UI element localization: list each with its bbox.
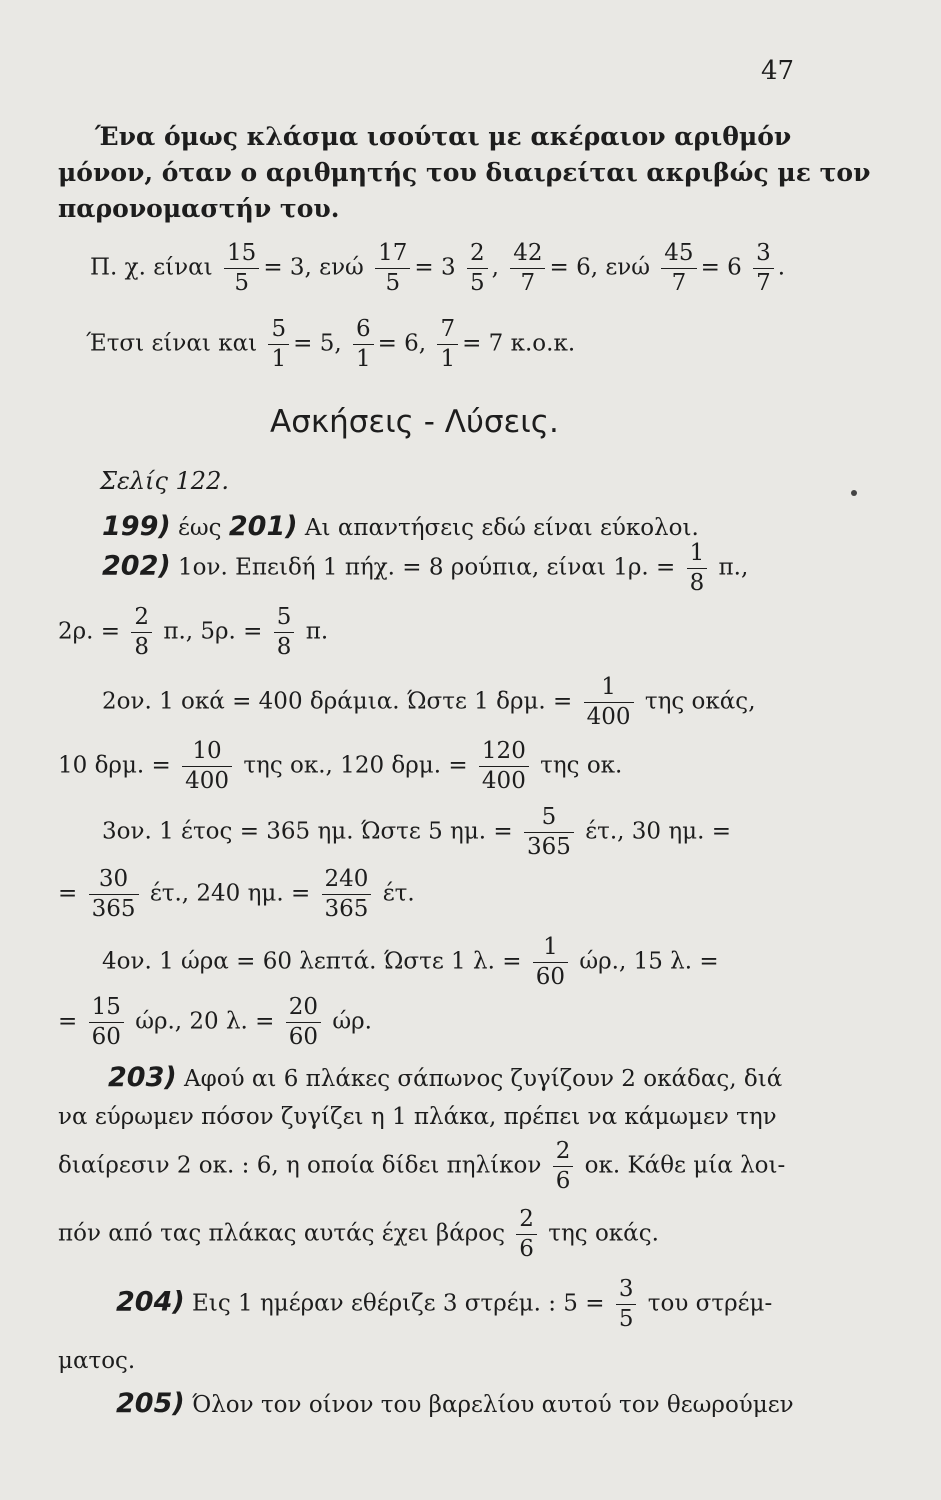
page-reference: Σελίς 122. — [100, 467, 229, 495]
fraction: $\frac{15}{60}$ — [89, 996, 124, 1049]
fraction: $\frac{10}{400}$ — [182, 740, 232, 793]
fraction: $\frac{1}{400}$ — [584, 676, 634, 729]
exercise-205: 205) Όλον τον οίνον του βαρελίου αυτού τον θεωρούμεν — [116, 1388, 794, 1419]
exercise-label: 203) — [108, 1062, 177, 1093]
ink-speck — [851, 490, 857, 496]
exercise-202-line-1: 202) 1ον. Επειδή 1 πήχ. = 8 ρούπια, είναι 1ρ. = $\frac{1}{8}$ π., — [102, 540, 749, 596]
fraction: $\frac{120}{400}$ — [479, 740, 529, 793]
example-1: Π. χ. είναι $\frac{15}{5}$ = 3, ενώ $\frac{17}{5}$ = 3 $\frac{2}{5}$ , $\frac{42}{7}$ = 6, ενώ $\frac{45}{7}$ = 6 $\frac{3}{7}$ . — [90, 240, 786, 296]
exercise-204-line-2: ματος. — [58, 1348, 136, 1374]
exercise-203-line-1: 203) Αφού αι 6 πλάκες σάπωνος ζυγίζουν 2 οκάδας, διά — [108, 1062, 783, 1093]
exercise-label: 202) — [102, 550, 171, 582]
exercise-202-line-2: 2ρ. = $\frac{2}{8}$ π., 5ρ. = $\frac{5}{8}$ π. — [58, 604, 329, 660]
exercise-202-line-8: = $\frac{15}{60}$ ώρ., 20 λ. = $\frac{20}{60}$ ώρ. — [58, 994, 372, 1050]
example-2-lead: Έτσι είναι και — [86, 330, 258, 357]
exercise-label: 205) — [116, 1388, 185, 1419]
example-2: Έτσι είναι και $\frac{5}{1}$ = 5, $\frac{6}{1}$ = 6, $\frac{7}{1}$ = 7 κ.ο.κ. — [86, 316, 576, 372]
fraction: $\frac{1}{8}$ — [687, 542, 708, 595]
fraction: $\frac{2}{6}$ — [516, 1208, 537, 1261]
fraction: $\frac{17}{5}$ — [375, 242, 410, 295]
section-title: Ασκήσεις - Λύσεις. — [270, 404, 559, 440]
fraction: $\frac{2}{6}$ — [553, 1140, 574, 1193]
fraction: $\frac{2}{5}$ — [467, 242, 488, 295]
fraction: $\frac{3}{5}$ — [616, 1278, 637, 1331]
exercise-204-line-1: 204) Εις 1 ημέραν εθέριζε 3 στρέμ. : 5 = $\frac{3}{5}$ του στρέμ- — [116, 1276, 773, 1332]
example-1-lead: Π. χ. είναι — [90, 254, 213, 281]
fraction: $\frac{42}{7}$ — [510, 242, 545, 295]
exercise-203-line-4: πόν από τας πλάκας αυτάς έχει βάρος $\frac{2}{6}$ της οκάς. — [58, 1206, 659, 1262]
fraction: $\frac{6}{1}$ — [353, 318, 374, 371]
exercise-202-line-3: 2ον. 1 οκά = 400 δράμια. Ώστε 1 δρμ. = $\frac{1}{400}$ της οκάς, — [102, 674, 756, 730]
exercise-label: 201) — [228, 511, 298, 542]
exercise-202-line-4: 10 δρμ. = $\frac{10}{400}$ της οκ., 120 δρμ. = $\frac{120}{400}$ της οκ. — [58, 738, 623, 794]
page-number: 47 — [761, 56, 795, 86]
fraction: $\frac{15}{5}$ — [224, 242, 259, 295]
exercise-202-line-6: = $\frac{30}{365}$ έτ., 240 ημ. = $\frac{240}{365}$ έτ. — [58, 866, 415, 922]
intro-line-3: παρονομαστήν του. — [58, 194, 340, 223]
fraction: $\frac{1}{60}$ — [533, 936, 568, 989]
exercise-199: 199) έως 201) Αι απαντήσεις εδώ είναι εύκολοι. — [102, 511, 699, 542]
fraction: $\frac{20}{60}$ — [286, 996, 321, 1049]
fraction: $\frac{2}{8}$ — [131, 606, 152, 659]
exercise-202-line-5: 3ον. 1 έτος = 365 ημ. Ώστε 5 ημ. = $\frac{5}{365}$ έτ., 30 ημ. = — [102, 804, 731, 860]
fraction: $\frac{7}{1}$ — [437, 318, 458, 371]
fraction: $\frac{240}{365}$ — [322, 868, 372, 921]
fraction: $\frac{5}{8}$ — [274, 606, 295, 659]
fraction: $\frac{3}{7}$ — [753, 242, 774, 295]
exercise-label: 204) — [116, 1286, 185, 1318]
exercise-label: 199) — [102, 511, 171, 542]
exercise-203-line-3: διαίρεσιν 2 οκ. : 6, η οποία δίδει πηλίκον $\frac{2}{6}$ οκ. Κάθε μία λοι- — [58, 1138, 786, 1194]
intro-line-2: μόνον, όταν ο αριθμητής του διαιρείται ακριβώς με τον — [58, 158, 871, 187]
exercise-203-line-2: να εύρωμεν πόσον ζυγίζει η 1 πλάκα, πρέπει να κάμωμεν την — [58, 1104, 777, 1130]
fraction: $\frac{45}{7}$ — [661, 242, 696, 295]
fraction: $\frac{5}{365}$ — [524, 806, 574, 859]
intro-line-1: Ένα όμως κλάσμα ισούται με ακέραιον αριθμόν — [95, 122, 792, 151]
fraction: $\frac{5}{1}$ — [268, 318, 289, 371]
fraction: $\frac{30}{365}$ — [89, 868, 139, 921]
exercise-202-line-7: 4ον. 1 ώρα = 60 λεπτά. Ώστε 1 λ. = $\frac{1}{60}$ ώρ., 15 λ. = — [102, 934, 719, 990]
